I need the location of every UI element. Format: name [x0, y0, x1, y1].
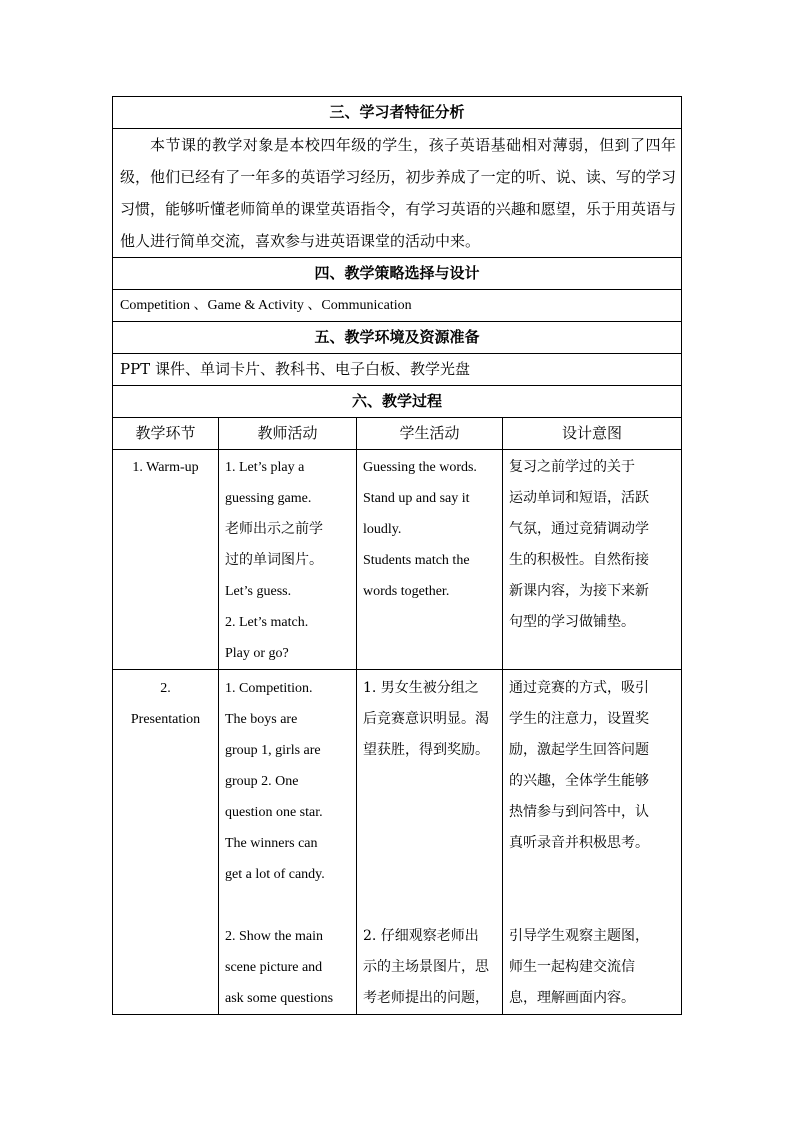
- intent-line: 运动单词和短语，活跃: [509, 490, 649, 506]
- intent-line: 学生的注意力，设置奖: [509, 711, 649, 727]
- student-activity-cell: [357, 670, 503, 1015]
- teacher-line: 1. Let’s play a: [225, 460, 305, 475]
- intent-line: 息，理解画面内容。: [509, 990, 635, 1006]
- lesson-plan-table: [112, 96, 682, 1015]
- stage-text: Presentation: [130, 712, 201, 727]
- intent-line: 生的积极性。自然衔接: [509, 552, 649, 568]
- student-activity-cell: [357, 450, 503, 670]
- teacher-line: 1. Competition.: [225, 681, 313, 696]
- table-row: [113, 450, 682, 670]
- learner-analysis-heading: 三、学习者特征分析: [113, 97, 682, 129]
- teacher-line: group 1, girls are: [225, 743, 321, 758]
- student-line: 1. 男女生被分组之: [363, 680, 479, 696]
- strategy-text: Competition 、Game & Activity 、Communication: [113, 290, 682, 322]
- teacher-line: 2. Show the main: [225, 929, 323, 944]
- teacher-line: get a lot of candy.: [225, 867, 325, 882]
- learner-analysis-text: 本节课的教学对象是本校四年级的学生，孩子英语基础相对薄弱，但到了四年级，他们已经有了一年多的英语学习经历，初步养成了一定的听、说、读、写的学习习惯，能够听懂老师简单的课堂英语指令，有学习英语的兴趣和愿望，乐于用英语与他人进行简单交流，喜欢参与进英语课堂的活动中来。: [113, 129, 682, 258]
- stage-text: 2.: [160, 681, 171, 696]
- stage-cell: [113, 450, 219, 670]
- student-line: Stand up and say it: [363, 491, 470, 506]
- teacher-line: question one star.: [225, 805, 323, 820]
- process-heading: 六、教学过程: [113, 386, 682, 418]
- spacer: [363, 766, 497, 797]
- column-header-student: 学生活动: [357, 418, 503, 450]
- design-intent-cell: [503, 450, 682, 670]
- student-line: 示的主场景图片，思: [363, 959, 489, 975]
- teacher-activity-cell: [219, 450, 357, 670]
- spacer: [509, 859, 676, 890]
- process-column-headers: [113, 418, 682, 450]
- stage-text: 1. Warm-up: [132, 460, 199, 475]
- spacer: [363, 859, 497, 890]
- spacer: [363, 828, 497, 859]
- teacher-line: scene picture and: [225, 960, 323, 975]
- teacher-line: 过的单词图片。: [225, 552, 323, 568]
- teacher-line: 2. Let’s match.: [225, 615, 309, 630]
- student-line: 望获胜，得到奖励。: [363, 742, 489, 758]
- teacher-line: Let’s guess.: [225, 584, 292, 599]
- student-line: 考老师提出的问题，: [363, 990, 489, 1006]
- student-line: Students match the: [363, 553, 470, 568]
- spacer: [363, 890, 497, 921]
- strategy-heading: 四、教学策略选择与设计: [113, 258, 682, 290]
- spacer: [363, 797, 497, 828]
- intent-line: 气氛，通过竞猜调动学: [509, 521, 649, 537]
- student-line: 2. 仔细观察老师出: [363, 928, 479, 944]
- stage-cell: [113, 670, 219, 1015]
- teacher-activity-cell: [219, 670, 357, 1015]
- intent-line: 句型的学习做铺垫。: [509, 614, 635, 630]
- resources-text: PPT 课件、单词卡片、教科书、电子白板、教学光盘: [113, 354, 682, 386]
- teacher-line: 老师出示之前学: [225, 521, 323, 537]
- lesson-plan-document: [112, 96, 681, 1015]
- column-header-teacher: 教师活动: [219, 418, 357, 450]
- intent-line: 通过竞赛的方式，吸引: [509, 680, 649, 696]
- student-line: words together.: [363, 584, 450, 599]
- teacher-line: The winners can: [225, 836, 318, 851]
- intent-line: 师生一起构建交流信: [509, 959, 635, 975]
- resources-heading: 五、教学环境及资源准备: [113, 322, 682, 354]
- intent-line: 复习之前学过的关于: [509, 459, 635, 475]
- column-header-stage: 教学环节: [113, 418, 219, 450]
- intent-line: 新课内容，为接下来新: [509, 583, 649, 599]
- teacher-line: ask some questions: [225, 991, 334, 1006]
- column-header-intent: 设计意图: [503, 418, 682, 450]
- design-intent-cell: [503, 670, 682, 1015]
- spacer: [509, 890, 676, 921]
- table-row: [113, 670, 682, 1015]
- teacher-line: guessing game.: [225, 491, 312, 506]
- student-line: Guessing the words.: [363, 460, 477, 475]
- student-line: loudly.: [363, 522, 402, 537]
- teacher-line: Play or go?: [225, 646, 289, 661]
- teacher-line: group 2. One: [225, 774, 299, 789]
- intent-line: 引导学生观察主题图，: [509, 928, 649, 944]
- intent-line: 的兴趣，全体学生能够: [509, 773, 649, 789]
- spacer: [225, 890, 351, 921]
- student-line: 后竞赛意识明显。渴: [363, 711, 489, 727]
- intent-line: 真听录音并积极思考。: [509, 835, 649, 851]
- intent-line: 热情参与到问答中，认: [509, 804, 649, 820]
- teacher-line: The boys are: [225, 712, 298, 727]
- intent-line: 励，激起学生回答问题: [509, 742, 649, 758]
